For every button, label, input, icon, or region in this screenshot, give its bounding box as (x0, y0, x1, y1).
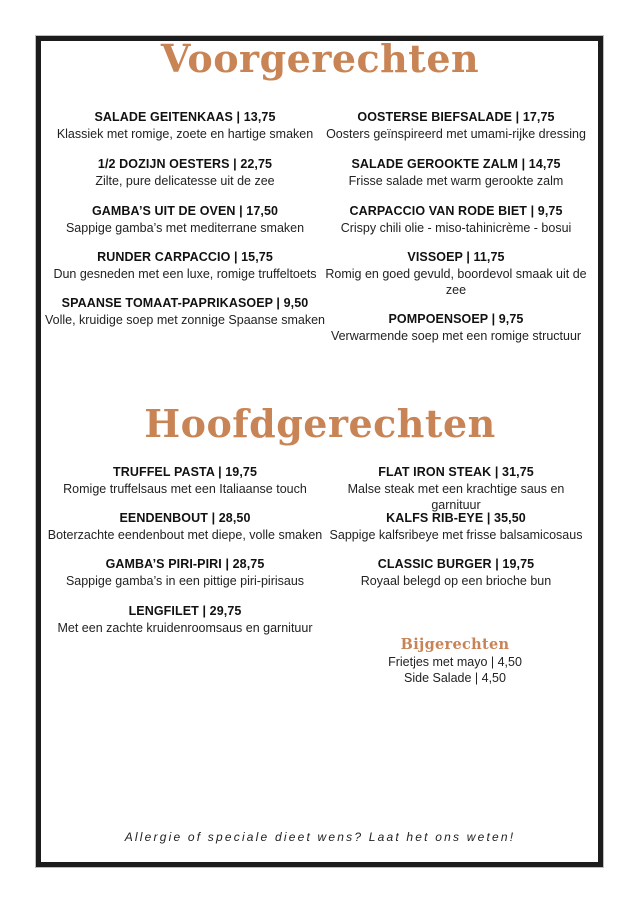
menu-item-name: SPAANSE TOMAAT-PAPRIKASOEP | 9,50 (61, 296, 309, 310)
menu-item-description: Verwarmende soep met een romige structuur (330, 329, 582, 343)
menu-item-name: VISSOEP | 11,75 (407, 250, 505, 264)
menu-item (44, 203, 326, 236)
menu-item-name: FLAT IRON STEAK | 31,75 (378, 465, 534, 479)
menu-item-name: EENDENBOUT | 28,50 (119, 511, 251, 525)
menu-item (322, 464, 590, 513)
side-dish-item: Frietjes met mayo | 4,50 (388, 655, 522, 669)
menu-item (44, 249, 326, 282)
voorgerechten-title: Voorgerechten (160, 36, 480, 81)
menu-item-description: Volle, kruidige soep met zonnige Spaanse smaken (44, 313, 326, 327)
menu-item-description: Oosters geïnspireerd met umami-rijke dressing (326, 127, 586, 141)
bijgerechten-title: Bijgerechten (400, 636, 510, 653)
menu-item-name: LENGFILET | 29,75 (128, 604, 242, 618)
menu-item (322, 249, 590, 298)
menu-item-description: Romig en goed gevuld, boordevol smaak uit de zee (325, 267, 587, 297)
menu-item-description: Sappige kalfsribeye met frisse balsamicosaus (329, 528, 583, 542)
menu-item-description: Dun gesneden met een luxe, romige truffeltoets (53, 267, 317, 281)
menu-item (322, 311, 590, 344)
menu-item-description: Boterzachte eendenbout met diepe, volle smaken (47, 528, 323, 542)
menu-item-name: GAMBA’S UIT DE OVEN | 17,50 (91, 204, 279, 218)
menu-item (322, 556, 590, 589)
bijgerechten-section (330, 636, 580, 686)
menu-item (44, 295, 326, 328)
menu-item-description: Frisse salade met warm gerookte zalm (348, 174, 564, 188)
menu-item-description: Sappige gamba’s in een pittige piri-pirisaus (65, 574, 305, 588)
menu-item (322, 156, 590, 189)
menu-item-description: Crispy chili olie - miso-tahinicrème - bosui (340, 221, 572, 235)
menu-item-name: 1/2 DOZIJN OESTERS | 22,75 (97, 157, 273, 171)
menu-item-name: CLASSIC BURGER | 19,75 (377, 557, 535, 571)
menu-item (44, 556, 326, 589)
hoofdgerechten-title: Hoofdgerechten (144, 401, 496, 446)
menu-item-description: Romige truffelsaus met een Italiaanse touch (63, 482, 307, 496)
menu-item (322, 203, 590, 236)
menu-item-description: Zilte, pure delicatesse uit de zee (95, 174, 275, 188)
menu-item-description: Royaal belegd op een brioche bun (360, 574, 552, 588)
menu-item (44, 109, 326, 142)
menu-item-name: OOSTERSE BIEFSALADE | 17,75 (357, 110, 555, 124)
menu-item (44, 510, 326, 543)
menu-item-description: Sappige gamba’s met mediterrane smaken (65, 221, 305, 235)
menu-item (44, 603, 326, 636)
menu-item-name: CARPACCIO VAN RODE BIET | 9,75 (349, 204, 563, 218)
menu-item-name: SALADE GEITENKAAS | 13,75 (94, 110, 276, 124)
side-dish-item: Side Salade | 4,50 (404, 671, 506, 685)
menu-item-name: KALFS RIB-EYE | 35,50 (386, 511, 526, 525)
menu-item-description: Malse steak met een krachtige saus en garnituur (347, 482, 565, 512)
menu-item (44, 156, 326, 189)
menu-item (322, 510, 590, 543)
allergy-note: Allergie of speciale dieet wens? Laat het ons weten! (124, 830, 516, 844)
menu-item-description: Met een zachte kruidenroomsaus en garnituur (57, 621, 313, 635)
menu-item-name: SALADE GEROOKTE ZALM | 14,75 (351, 157, 561, 171)
menu-item-name: RUNDER CARPACCIO | 15,75 (97, 250, 273, 264)
menu-item-name: GAMBA’S PIRI-PIRI | 28,75 (105, 557, 265, 571)
menu-item-name: POMPOENSOEP | 9,75 (388, 312, 524, 326)
menu-item-description: Klassiek met romige, zoete en hartige smaken (56, 127, 314, 141)
menu-item (44, 464, 326, 497)
menu-item-name: TRUFFEL PASTA | 19,75 (112, 465, 258, 479)
menu-item (322, 109, 590, 142)
